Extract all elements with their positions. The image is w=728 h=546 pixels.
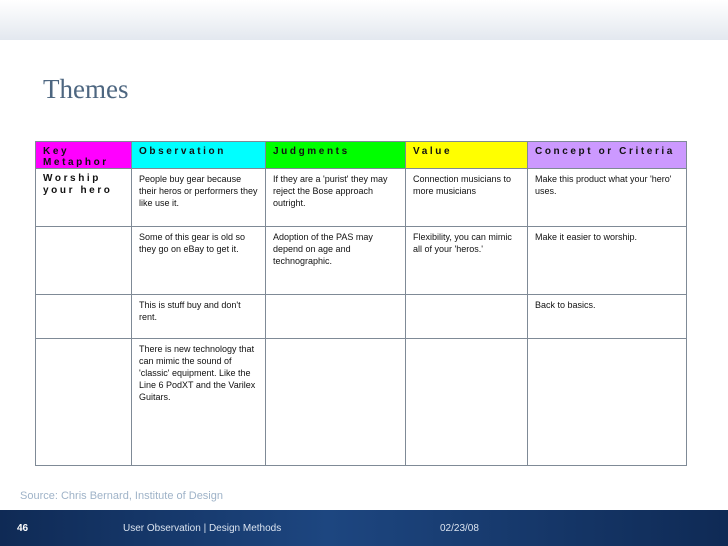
table-cell [266, 295, 406, 339]
table-cell: Worship your hero [36, 169, 132, 227]
footer-bar [0, 510, 728, 546]
header-concept-or-criteria: Concept or Criteria [528, 142, 687, 169]
page-number: 46 [17, 523, 29, 534]
table-header-row [36, 142, 687, 169]
table-cell [406, 339, 528, 466]
slide-title: Themes [43, 74, 129, 104]
table-cell [266, 339, 406, 466]
table-cell: Adoption of the PAS may depend on age and technographic. [266, 227, 406, 295]
table-row [36, 227, 687, 295]
footer-date: 02/23/08 [440, 523, 479, 534]
table-cell: Make this product what your 'hero' uses. [528, 169, 687, 227]
source-credit: Source: Chris Bernard, Institute of Design [20, 490, 223, 502]
footer-text: User Observation | Design Methods [123, 523, 282, 534]
top-gradient-band [0, 0, 728, 40]
table-cell: Flexibility, you can mimic all of your 'heros.' [406, 227, 528, 295]
table-cell [36, 295, 132, 339]
table-cell: Back to basics. [528, 295, 687, 339]
table-cell [36, 227, 132, 295]
table-cell [406, 295, 528, 339]
table-row [36, 295, 687, 339]
table-cell: Make it easier to worship. [528, 227, 687, 295]
table-cell [528, 339, 687, 466]
table-cell: People buy gear because their heros or performers they like use it. [132, 169, 266, 227]
table-cell: If they are a 'purist' they may reject the Bose approach outright. [266, 169, 406, 227]
header-value: Value [406, 142, 528, 169]
table-cell: Some of this gear is old so they go on eBay to get it. [132, 227, 266, 295]
header-judgments: Judgments [266, 142, 406, 169]
table-cell: Connection musicians to more musicians [406, 169, 528, 227]
header-key-metaphor: Key Metaphor [36, 142, 132, 169]
header-observation: Observation [132, 142, 266, 169]
themes-table [35, 141, 687, 466]
table-row [36, 339, 687, 466]
table-cell: There is new technology that can mimic the sound of 'classic' equipment. Like the Line 6 PodXT and the Varilex Guitars. [132, 339, 266, 466]
table-row [36, 169, 687, 227]
table-cell [36, 339, 132, 466]
table-cell: This is stuff buy and don't rent. [132, 295, 266, 339]
